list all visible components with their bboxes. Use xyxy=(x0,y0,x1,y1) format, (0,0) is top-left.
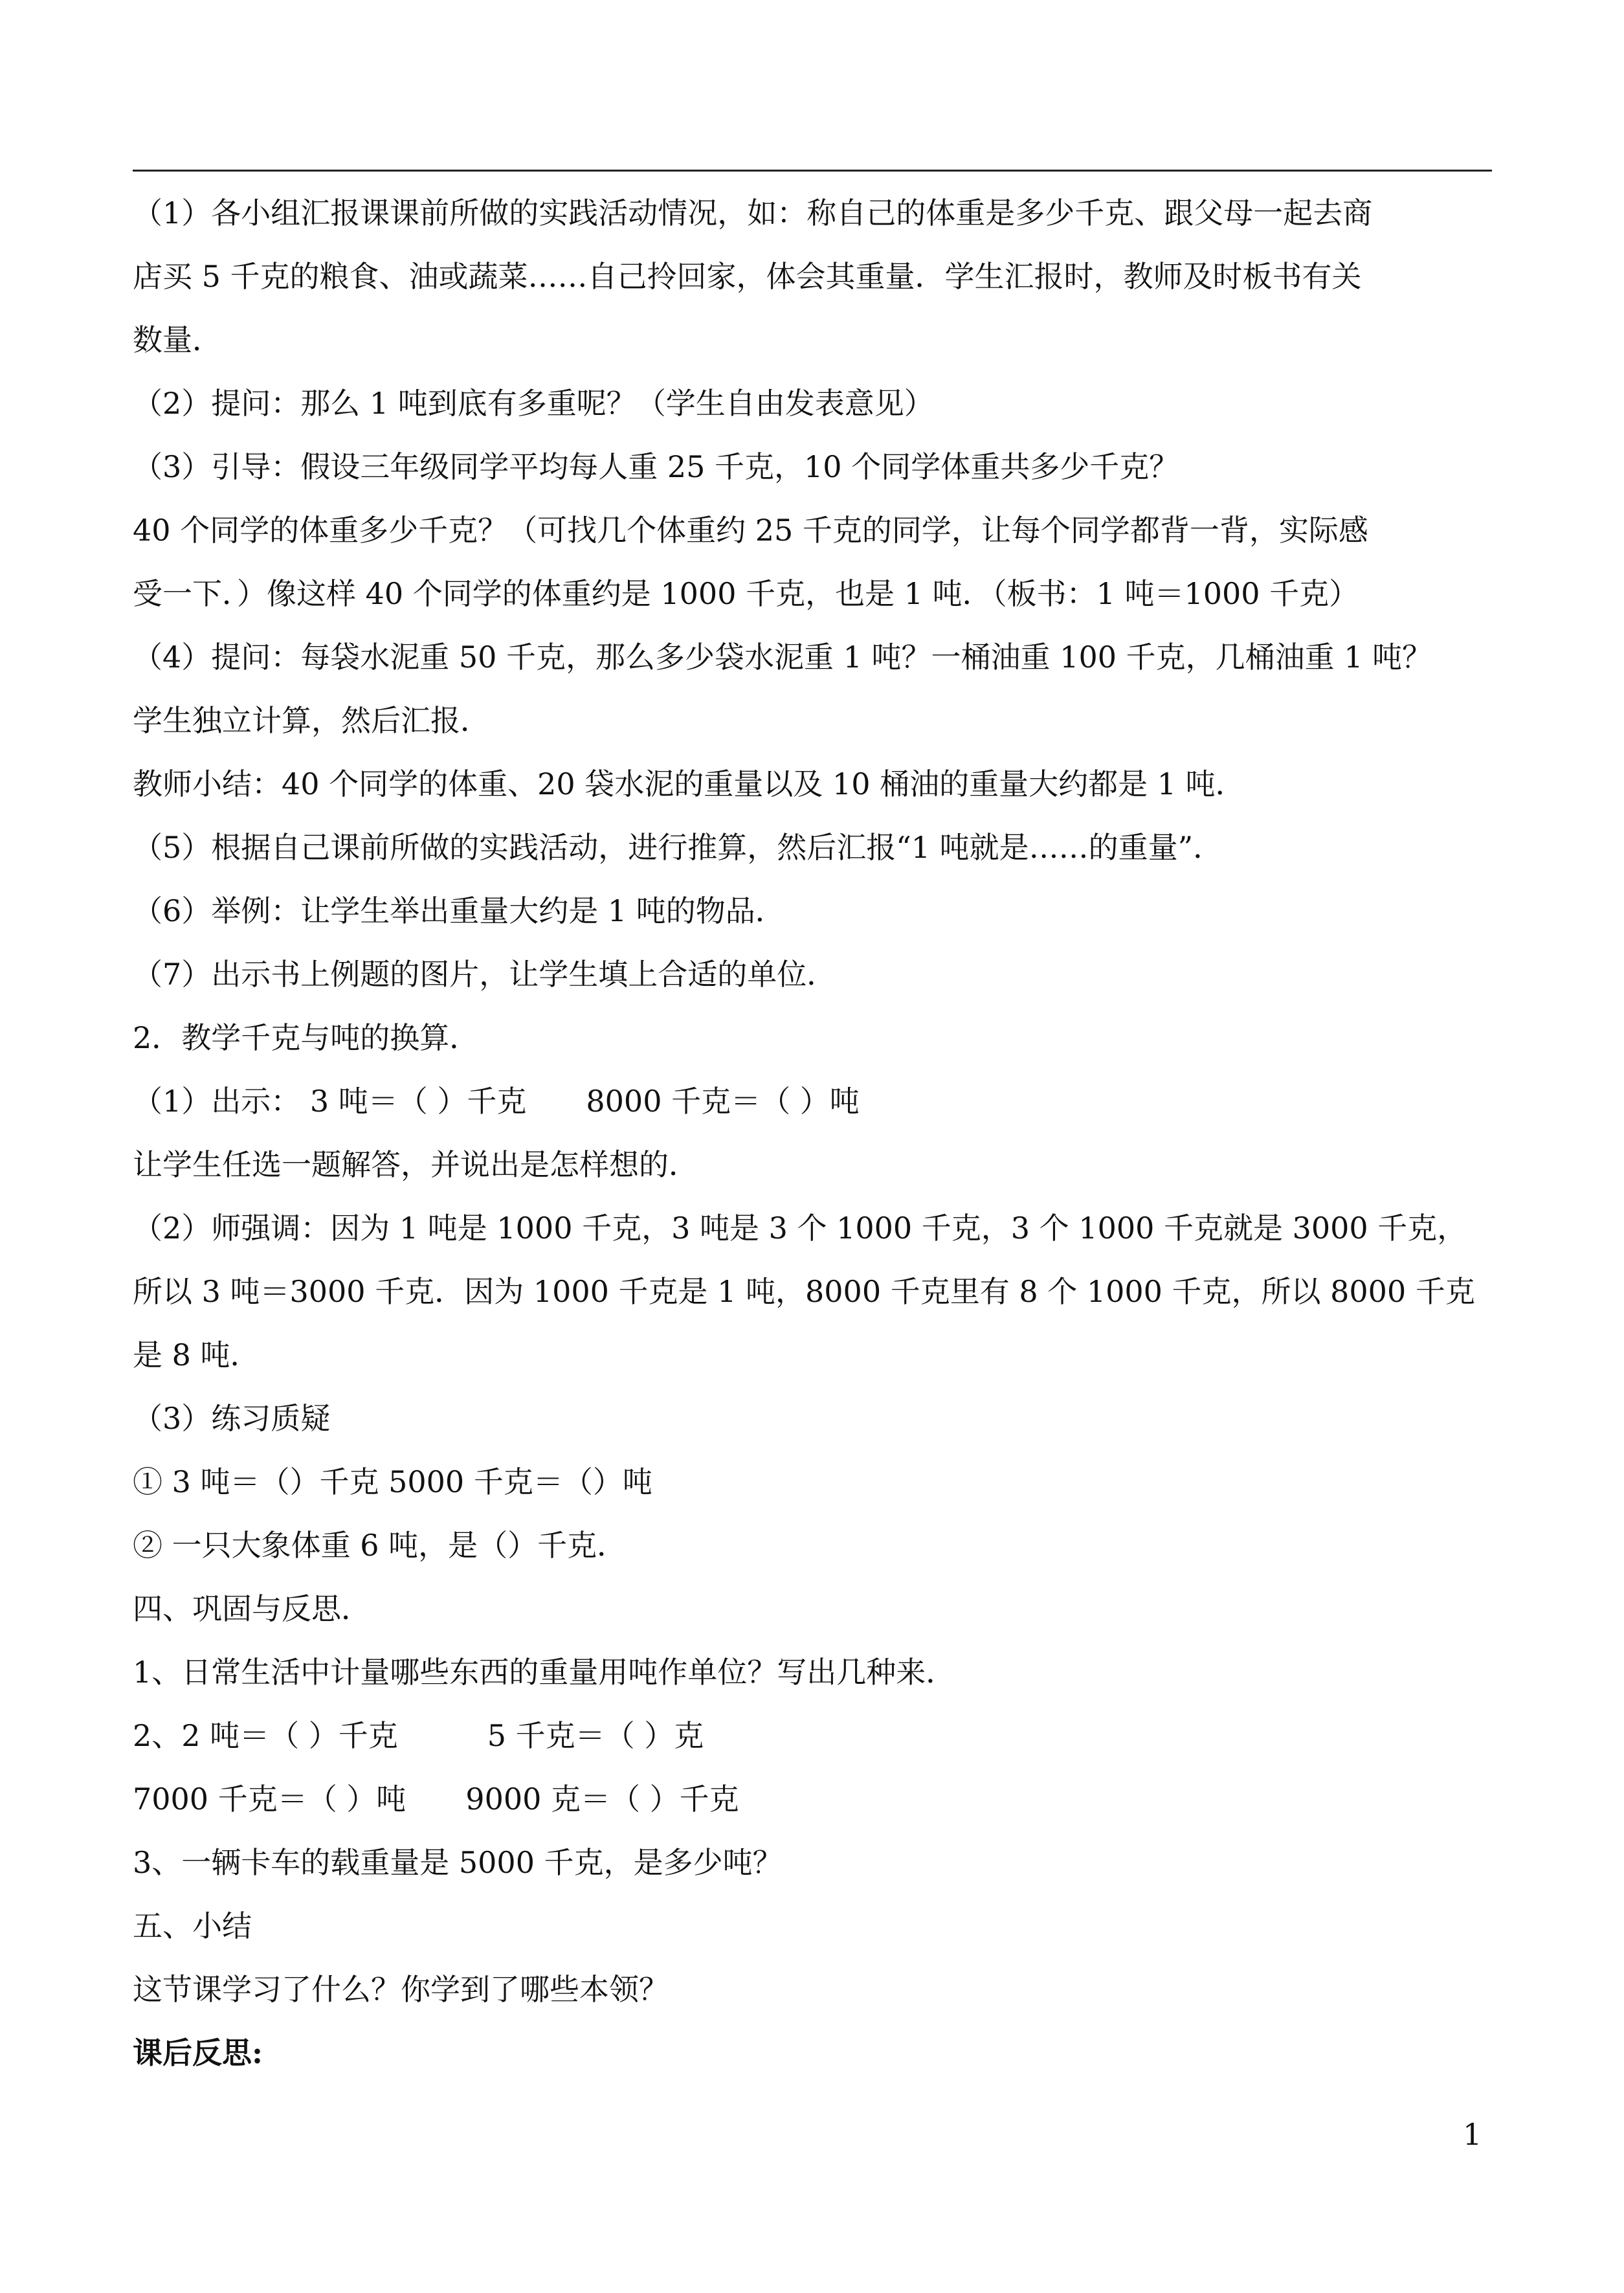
exercise-line: ② 一只大象体重 6 吨，是（）千克． xyxy=(133,1528,627,1563)
text-line: 教师小结：40 个同学的体重、20 袋水泥的重量以及 10 桶油的重量大约都是 1 吨． xyxy=(133,766,1245,801)
text-line: 让学生任选一题解答，并说出是怎样想的． xyxy=(133,1147,698,1182)
text-line: （3）练习质疑 xyxy=(133,1401,331,1436)
section-heading: 五、小结 xyxy=(133,1908,252,1943)
text-line: 所以 3 吨＝3000 千克．因为 1000 千克是 1 吨，8000 千克里有 8 个 1000 千克，所以 8000 千克 xyxy=(133,1274,1475,1309)
text-line: （5）根据自己课前所做的实践活动，进行推算，然后汇报“1 吨就是……的重量”． xyxy=(133,830,1223,865)
text-line: 是 8 吨． xyxy=(133,1337,260,1372)
text-line: （3）引导：假设三年级同学平均每人重 25 千克，10 个同学体重共多少千克？ xyxy=(133,449,1179,484)
section-heading: 2．教学千克与吨的换算． xyxy=(133,1020,480,1055)
text-line: （1）各小组汇报课课前所做的实践活动情况，如：称自己的体重是多少千克、跟父母一起去商 xyxy=(133,196,1373,230)
text-line: 受一下．）像这样 40 个同学的体重约是 1000 千克，也是 1 吨．（板书：1 吨＝1000 千克） xyxy=(133,576,1359,611)
text-line: 学生独立计算，然后汇报． xyxy=(133,703,490,738)
exercise-line: 7000 千克＝（ ）吨 9000 克＝（ ）千克 xyxy=(133,1782,739,1817)
document-body xyxy=(133,181,1498,2085)
exercise-line: ① 3 吨＝（）千克 5000 千克＝（）吨 xyxy=(133,1464,652,1499)
exercise-line: 3、一辆卡车的载重量是 5000 千克，是多少吨？ xyxy=(133,1845,783,1880)
text-line: （1）出示： 3 吨＝（ ）千克 8000 千克＝（ ）吨 xyxy=(133,1084,860,1119)
reflection-heading: 课后反思: xyxy=(133,2035,263,2070)
text-line: （4）提问：每袋水泥重 50 千克，那么多少袋水泥重 1 吨？一桶油重 100 千克，几桶油重 1 吨？ xyxy=(133,640,1432,675)
text-line: 这节课学习了什么？你学到了哪些本领？ xyxy=(133,1972,669,2007)
exercise-line: 1、日常生活中计量哪些东西的重量用吨作单位？写出几种来． xyxy=(133,1655,956,1690)
text-line: 店买 5 千克的粮食、油或蔬菜……自己拎回家，体会其重量．学生汇报时，教师及时板书有关 xyxy=(133,259,1362,294)
page-number: 1 xyxy=(1463,2117,1482,2152)
section-heading: 四、巩固与反思． xyxy=(133,1591,371,1626)
text-line: 40 个同学的体重多少千克？（可找几个体重约 25 千克的同学，让每个同学都背一背，实际感 xyxy=(133,513,1368,548)
text-line: （2）师强调：因为 1 吨是 1000 千克，3 吨是 3 个 1000 千克，3 个 1000 千克就是 3000 千克， xyxy=(133,1211,1467,1246)
text-line: （2）提问：那么 1 吨到底有多重呢？（学生自由发表意见） xyxy=(133,386,934,421)
text-line: 数量． xyxy=(133,322,222,357)
header-rule xyxy=(133,170,1492,172)
text-line: （6）举例：让学生举出重量大约是 1 吨的物品． xyxy=(133,893,785,928)
text-line: （7）出示书上例题的图片，让学生填上合适的单位． xyxy=(133,957,837,992)
exercise-line: 2、2 吨＝（ ）千克 5 千克＝（ ）克 xyxy=(133,1718,704,1753)
